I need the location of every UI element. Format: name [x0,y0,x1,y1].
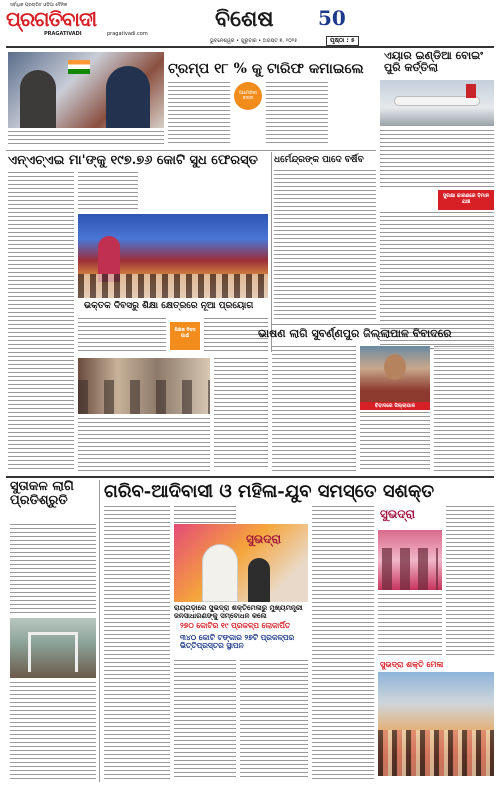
anniversary-logo [318,6,354,32]
vision-body-2 [10,682,96,780]
women-photo [378,530,442,590]
flag-icon [68,60,90,74]
main-body-4 [240,660,308,780]
dharmendra-headline: ଧର୍ମେନ୍ଦ୍ରଙ୍କ ପାଦେ ବର୍ଷିବ [274,155,364,165]
nhai-photo-caption: ଭକ୍ତକ ଦିବସରୁ ଶିକ୍ଷା କ୍ଷେତ୍ରରେ ନୂଆ ପ୍ରୟୋଗ [84,301,254,311]
nhai-headline: ଏନ୍‌ଏଚ୍‌ଏଇ ମା'ଙ୍କୁ ୧୯୭.୭୬ କୋଟି ସୁଧ ଫେରସ୍ତ [8,153,258,168]
main-body-6 [446,506,494,656]
crowd-band [378,730,494,776]
panel-photo [78,358,210,414]
bhasana-body-1 [272,346,356,472]
collector-caption: ବିବାଦରେ ଜିଲ୍ଲାପାଳ [360,402,430,410]
trump-badge [234,82,262,110]
trump-badge-text: ଆମେରିକା ବଜାର [239,91,257,101]
masthead-tagline: ସର୍ବାଧିକ ପ୍ରଚାରିତ ଓଡ଼ିଆ ଦୈନିକ [10,3,68,8]
rule-2 [272,324,494,325]
nhai-body-3 [78,318,166,354]
trump-body-1 [168,82,230,146]
audience-band [78,274,268,298]
page-label: ପୃଷ୍ଠା : ୫ [326,36,359,46]
main-body-7 [378,594,442,656]
trump-headline: ଟ୍ରମ୍ପ ୧୮ % କୁ ଟାରିଫ କମାଇଲେ [168,61,364,77]
nhai-body-left [8,172,74,472]
section-title: ବିଶେଷ [215,6,274,32]
event-photo [378,672,494,776]
nhai-event-photo [78,214,268,298]
main-caption-2: ୨୭୦ କୋଟିର ୧୯ ପ୍ରକଳ୍ପ ଲୋକାର୍ପିତ [180,621,291,630]
nhai-side-badge-text: ଶିକ୍ଷକ ଦିବସ ପାଇଁ [174,328,196,339]
website-text: pragativadi.com [107,31,148,37]
collector-photo [360,346,430,402]
air-india-headline: ଏୟାର ଇଣ୍ଡିଆ ବୋଇଂ ପୁରି କର୍ତ୍ତିଲା [384,49,484,75]
vision-body-1 [10,524,96,614]
air-india-body [380,130,494,188]
vrule-2 [99,480,100,782]
air-india-badge [438,190,494,210]
cm-figure [202,544,238,602]
masthead-logo [6,8,166,32]
person-silhouette-2 [106,66,150,128]
cm-photo [174,524,308,602]
rule-3 [6,476,494,478]
collector-face [384,354,406,380]
trump-body-2 [266,82,328,146]
aircraft-photo [380,80,494,126]
air-india-badge-text: ସୁରକ୍ଷା କାରଣରେ ବିମାନ ଯାଞ୍ଚ [442,193,490,205]
main-headline: ଗରିବ-ଆଦିବାସୀ ଓ ମହିଳା-ଯୁବ ସମସ୍ତେ ସଶକ୍ତ [104,481,435,502]
main-caption-3: ୩୪୦ କୋଟି ଟଙ୍କାର ୨୭ଟି ପ୍ରକଳ୍ପର ଭିତ୍ତିପ୍ରସ୍ତର ସ୍ଥାପନ [180,633,295,651]
main-body-3 [174,660,236,780]
main-caption-1: ରାୟଗଡ଼ାରେ ସୁଭଦ୍ରା ଶକ୍ତିମେଳାରୁ ମୁଖ୍ୟମନ୍ତ୍ରୀ ଜନସାଧାରଣଙ୍କୁ ସମ୍ବୋଧନ କଲେ [174,603,303,620]
event-label: ସୁଭଦ୍ରା ଶକ୍ତି ମେଳା [380,659,444,669]
vrule-1 [271,152,272,352]
rule-1 [6,150,376,151]
main-body-5 [312,506,374,780]
anniversary-number: 50 [318,6,346,30]
main-side-label: ସୁଭଦ୍ରା [380,507,416,521]
masthead-rule [6,46,494,48]
main-body-1 [104,506,170,780]
dharmendra-body [274,170,376,320]
nhai-side-badge [170,322,200,350]
vision-photo [10,618,96,678]
logo-text: ପ୍ରଗତିବାଦୀ [6,7,97,31]
nhai-body-6 [78,418,210,472]
person-silhouette-1 [20,70,56,128]
banner-word: ସୁଭଦ୍ରା [246,532,282,546]
dateline: ଭୁବନେଶ୍ୱର • ଗୁରୁବାର • ଅଗଷ୍ଟ ୭, ୨୦୨୫ [210,38,298,44]
bhasana-headline: ଭାଷଣ ଲାଗି ସୁବର୍ଣ୍ଣପୁର ଜିଲ୍ଲାପାଳ ବିବାଦରେ [258,327,452,340]
nhai-body-2 [78,172,138,212]
vision-headline: ସୁତାକଳ ଲାଗି ପ୍ରତିଶ୍ରୁତି [10,479,74,509]
aircraft-tail [466,84,476,98]
modi-trump-photo [8,52,164,128]
bhasana-body-3 [360,412,430,472]
logo-latin: PRAGATIVADI [44,31,82,37]
gate-structure [28,632,78,672]
women-figures [382,548,438,590]
trump-body-3 [8,131,164,147]
person-figure [248,558,270,602]
nhai-body-5 [214,358,268,468]
panel-figures [78,380,210,414]
bhasana-body-2 [434,346,494,472]
